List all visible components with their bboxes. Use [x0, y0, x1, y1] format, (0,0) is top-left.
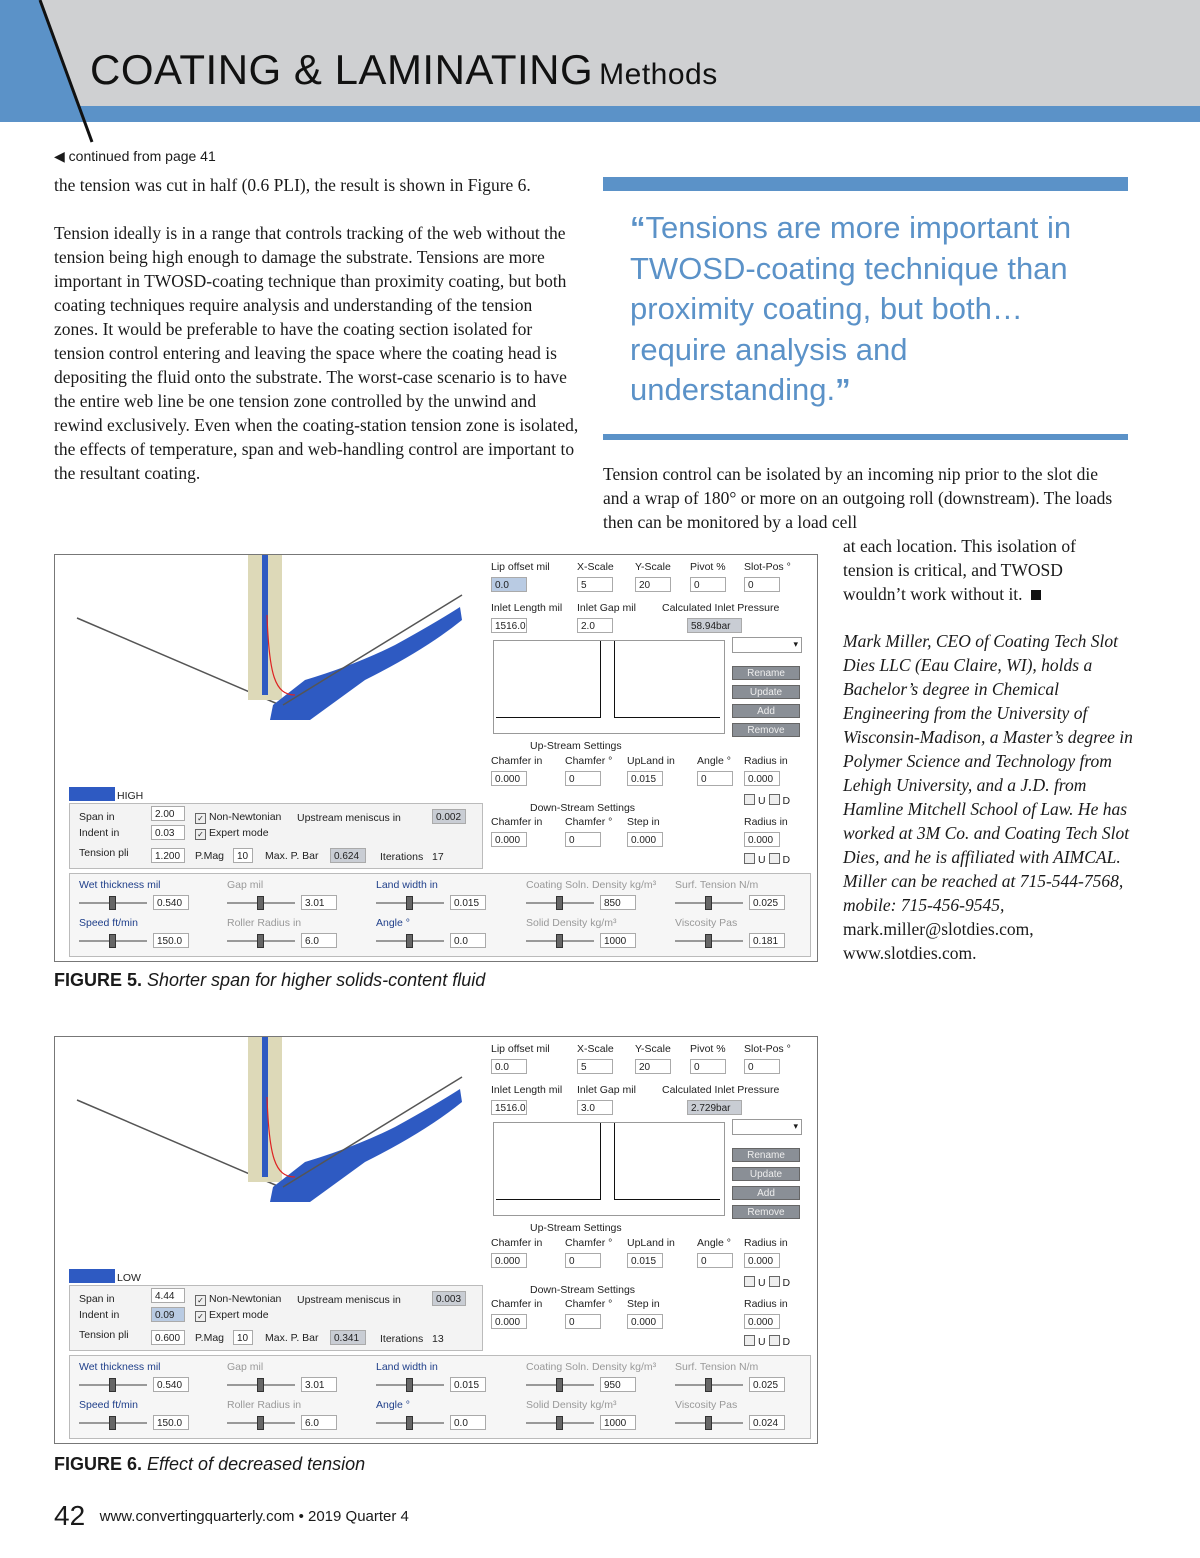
article-column-right-continued: at each location. This isolation of tension is critical, and TWOSD wouldn’t work without it. — [843, 536, 1076, 604]
pmag-input[interactable]: 10 — [233, 848, 253, 863]
downstream-settings-title: Down-Stream Settings — [530, 1284, 636, 1296]
figure-6-screenshot — [54, 1036, 818, 1444]
label-tension: Tension pli — [79, 1329, 129, 1341]
add-button[interactable]: Add — [732, 704, 800, 718]
gap-slider-thumb[interactable] — [257, 896, 264, 910]
label-inlet-gap: Inlet Gap mil — [577, 602, 636, 614]
label-iterations: Iterations — [380, 1333, 424, 1345]
gap-input[interactable]: 3.01 — [301, 1377, 337, 1392]
label-pmag: P.Mag — [195, 1332, 224, 1344]
pmag-input[interactable]: 10 — [233, 1330, 253, 1345]
remove-button[interactable]: Remove — [732, 1205, 800, 1219]
header-stripe — [0, 106, 1200, 122]
pivot-input[interactable]: 0 — [690, 1059, 726, 1074]
land-width-slider-thumb[interactable] — [406, 1378, 413, 1392]
upstream-u-d-checkboxes[interactable]: U D — [744, 1276, 790, 1289]
surf-tension-input[interactable]: 0.025 — [749, 895, 785, 910]
label-radius: Radius in — [744, 1237, 788, 1249]
label-solid-density: Solid Density kg/m³ — [526, 917, 617, 929]
author-website[interactable]: www.slotdies.com. — [843, 943, 977, 963]
land-width-input[interactable]: 0.015 — [450, 895, 486, 910]
legend-label: LOW — [117, 1272, 141, 1284]
coating-density-input[interactable]: 950 — [600, 1377, 636, 1392]
label-slot-pos: Slot-Pos ° — [744, 1043, 791, 1055]
label-y-scale: Y-Scale — [635, 1043, 671, 1055]
viscosity-input[interactable]: 0.024 — [749, 1415, 785, 1430]
angle-slider-thumb[interactable] — [406, 1416, 413, 1430]
span-input[interactable]: 2.00 — [151, 806, 185, 821]
preset-dropdown[interactable] — [732, 637, 802, 653]
label-angle: Angle ° — [376, 1399, 410, 1411]
figure-5-caption: FIGURE 5. Shorter span for higher solids-content fluid — [54, 970, 486, 990]
profile-preview — [493, 640, 725, 734]
label-upstream-meniscus: Upstream meniscus in — [297, 1294, 401, 1306]
update-button[interactable]: Update — [732, 1167, 800, 1181]
solid-density-input[interactable]: 1000 — [600, 1415, 636, 1430]
label-roller-radius: Roller Radius in — [227, 917, 302, 929]
upstream-settings-title: Up-Stream Settings — [530, 740, 622, 752]
down-radius-input[interactable]: 0.000 — [744, 1314, 780, 1329]
upstream-settings-title: Up-Stream Settings — [530, 1222, 622, 1234]
non-newtonian-checkbox[interactable]: ✓ Non-Newtonian — [195, 811, 281, 824]
label-y-scale: Y-Scale — [635, 561, 671, 573]
land-width-input[interactable]: 0.015 — [450, 1377, 486, 1392]
surf-tension-slider-thumb[interactable] — [705, 1378, 712, 1392]
up-radius-input[interactable]: 0.000 — [744, 771, 780, 786]
label-calc-pressure: Calculated Inlet Pressure — [662, 1084, 780, 1096]
pivot-input[interactable]: 0 — [690, 577, 726, 592]
inlet-gap-input[interactable]: 2.0 — [577, 618, 613, 633]
figure-5-screenshot — [54, 554, 818, 962]
up-radius-input[interactable]: 0.000 — [744, 1253, 780, 1268]
up-angle-input[interactable]: 0 — [697, 771, 733, 786]
label-indent: Indent in — [79, 1309, 120, 1321]
solid-density-input[interactable]: 1000 — [600, 933, 636, 948]
label-surf-tension: Surf. Tension N/m — [675, 879, 759, 891]
label-down-chamfer-deg: Chamfer ° — [565, 1298, 613, 1310]
label-span: Span in — [79, 811, 115, 823]
article-column-right: Tension control can be isolated by an incoming nip prior to the slot die and a wrap of 180° or more on an outgoing roll (downstream). The loads then can be monitored by a load cell — [603, 464, 1113, 532]
label-iterations: Iterations — [380, 851, 424, 863]
label-x-scale: X-Scale — [577, 1043, 614, 1055]
label-max-p-bar: Max. P. Bar — [265, 850, 319, 862]
pullquote-rule-top — [603, 177, 1128, 191]
label-surf-tension: Surf. Tension N/m — [675, 1361, 759, 1373]
angle-input[interactable]: 0.0 — [450, 933, 486, 948]
speed-input[interactable]: 150.0 — [153, 1415, 189, 1430]
label-solid-density: Solid Density kg/m³ — [526, 1399, 617, 1411]
pullquote: “Tensions are more important in TWOSD-coating technique than proximity coating, but both…require analysis and understanding.” — [630, 210, 1072, 407]
solid-density-slider-thumb[interactable] — [556, 934, 563, 948]
inlet-length-input[interactable]: 1516.0 — [491, 618, 527, 633]
label-gap: Gap mil — [227, 1361, 264, 1373]
calculated-pressure-readout: 58.94bar — [687, 618, 742, 633]
y-scale-input[interactable]: 20 — [635, 577, 671, 592]
label-upland: UpLand in — [627, 1237, 675, 1249]
expert-mode-checkbox[interactable]: ✓ Expert mode — [195, 1309, 269, 1322]
header-corner-graphic — [0, 0, 100, 145]
add-button[interactable]: Add — [732, 1186, 800, 1200]
label-wet-thickness: Wet thickness mil — [79, 1361, 161, 1373]
downstream-u-d-checkboxes[interactable]: U D — [744, 853, 790, 866]
wet-thickness-input[interactable]: 0.540 — [153, 895, 189, 910]
iterations-count: 17 — [432, 851, 444, 863]
chevron-down-icon: ▾ — [793, 639, 798, 649]
legend-label: HIGH — [117, 790, 144, 802]
rename-button[interactable]: Rename — [732, 1148, 800, 1162]
viscosity-input[interactable]: 0.181 — [749, 933, 785, 948]
label-viscosity: Viscosity Pas — [675, 917, 738, 929]
continued-note: ◀ continued from page 41 — [54, 148, 216, 164]
label-viscosity: Viscosity Pas — [675, 1399, 738, 1411]
coating-profile-plot — [55, 1037, 485, 1262]
label-lip-offset: Lip offset mil — [491, 1043, 550, 1055]
indent-input[interactable]: 0.09 — [151, 1307, 185, 1322]
label-span: Span in — [79, 1293, 115, 1305]
lip-offset-input[interactable]: 0.0 — [491, 577, 527, 592]
upstream-u-d-checkboxes[interactable]: U D — [744, 794, 790, 807]
label-tension: Tension pli — [79, 847, 129, 859]
section-title: COATING & LAMINATING Methods — [90, 46, 718, 93]
label-wet-thickness: Wet thickness mil — [79, 879, 161, 891]
x-scale-input[interactable]: 5 — [577, 577, 613, 592]
surf-tension-input[interactable]: 0.025 — [749, 1377, 785, 1392]
label-radius: Radius in — [744, 755, 788, 767]
upstream-meniscus-readout: 0.003 — [432, 1291, 466, 1306]
coating-profile-plot — [55, 555, 485, 780]
profile-preview — [493, 1122, 725, 1216]
roller-radius-slider-thumb[interactable] — [257, 1416, 264, 1430]
up-angle-input[interactable]: 0 — [697, 1253, 733, 1268]
legend-swatch — [69, 1269, 115, 1283]
up-chamfer-deg-input[interactable]: 0 — [565, 771, 601, 786]
end-mark-icon — [1031, 590, 1041, 600]
author-email[interactable]: mark.miller@slotdies.com, — [843, 919, 1034, 939]
step-input[interactable]: 0.000 — [627, 832, 663, 847]
gap-slider-thumb[interactable] — [257, 1378, 264, 1392]
rename-button[interactable]: Rename — [732, 666, 800, 680]
up-chamfer-deg-input[interactable]: 0 — [565, 1253, 601, 1268]
indent-input[interactable]: 0.03 — [151, 825, 185, 840]
upland-input[interactable]: 0.015 — [627, 1253, 663, 1268]
angle-input[interactable]: 0.0 — [450, 1415, 486, 1430]
footer-site: www.convertingquarterly.com • 2019 Quarter 4 — [99, 1507, 409, 1525]
label-inlet-length: Inlet Length mil — [491, 1084, 563, 1096]
label-pivot: Pivot % — [690, 1043, 726, 1055]
wet-thickness-slider-thumb[interactable] — [109, 1378, 116, 1392]
label-inlet-length: Inlet Length mil — [491, 602, 563, 614]
page-number: 42 — [54, 1500, 86, 1531]
label-pmag: P.Mag — [195, 850, 224, 862]
y-scale-input[interactable]: 20 — [635, 1059, 671, 1074]
expert-mode-checkbox[interactable]: ✓ Expert mode — [195, 827, 269, 840]
roller-radius-input[interactable]: 6.0 — [301, 1415, 337, 1430]
label-max-p-bar: Max. P. Bar — [265, 1332, 319, 1344]
legend-swatch — [69, 787, 115, 801]
label-down-chamfer-in: Chamfer in — [491, 816, 543, 828]
down-radius-input[interactable]: 0.000 — [744, 832, 780, 847]
label-gap: Gap mil — [227, 879, 264, 891]
max-p-bar-readout: 0.624 — [330, 848, 366, 863]
label-down-radius: Radius in — [744, 816, 788, 828]
label-chamfer-deg: Chamfer ° — [565, 1237, 613, 1249]
remove-button[interactable]: Remove — [732, 723, 800, 737]
preset-dropdown[interactable] — [732, 1119, 802, 1135]
slot-pos-input[interactable]: 0 — [744, 577, 780, 592]
label-pivot: Pivot % — [690, 561, 726, 573]
paragraph: Tension ideally is in a range that controls tracking of the web without the tension being high enough to damage the substrate. Tensions are more important in TWOSD-coating technique than proximity coating, but both coating techniques require analysis and understanding of the tension zones. It would be preferable to have the coating section isolated for tension control entering and leaving the space where the coating head is depositing the fluid onto the substrate. The worst-case scenario is to have the entire web line be one tension zone controlled by the unwind and rewind exclusively. Even when the coating-station tension zone is isolated, the effects of temperature, span and web-handling control are important to the resultant coating. — [54, 223, 579, 483]
label-down-chamfer-deg: Chamfer ° — [565, 816, 613, 828]
label-chamfer-in: Chamfer in — [491, 1237, 543, 1249]
speed-slider-thumb[interactable] — [109, 1416, 116, 1430]
paragraph: the tension was cut in half (0.6 PLI), the result is shown in Figure 6. — [54, 175, 531, 195]
downstream-settings-title: Down-Stream Settings — [530, 802, 636, 814]
viscosity-slider-thumb[interactable] — [705, 934, 712, 948]
label-down-radius: Radius in — [744, 1298, 788, 1310]
label-land-width: Land width in — [376, 879, 438, 891]
down-chamfer-in-input[interactable]: 0.000 — [491, 832, 527, 847]
label-speed: Speed ft/min — [79, 917, 138, 929]
label-step: Step in — [627, 816, 660, 828]
step-input[interactable]: 0.000 — [627, 1314, 663, 1329]
label-angle: Angle ° — [697, 1237, 731, 1249]
label-angle: Angle ° — [376, 917, 410, 929]
iterations-count: 13 — [432, 1333, 444, 1345]
angle-slider-thumb[interactable] — [406, 934, 413, 948]
max-p-bar-readout: 0.341 — [330, 1330, 366, 1345]
land-width-slider-thumb[interactable] — [406, 896, 413, 910]
tension-input[interactable]: 0.600 — [151, 1330, 185, 1345]
article-column-left — [54, 173, 579, 509]
lip-offset-input[interactable]: 0.0 — [491, 1059, 527, 1074]
label-chamfer-in: Chamfer in — [491, 755, 543, 767]
label-speed: Speed ft/min — [79, 1399, 138, 1411]
span-input[interactable]: 4.44 — [151, 1288, 185, 1303]
wet-thickness-slider-thumb[interactable] — [109, 896, 116, 910]
slot-pos-input[interactable]: 0 — [744, 1059, 780, 1074]
author-bio: Mark Miller, CEO of Coating Tech Slot Dies LLC (Eau Claire, WI), holds a Bachelor’s degree in Chemical Engineering from the University of Wisconsin-Madison, a Master’s degree in Polymer Science and Technology from Lehigh University, and a J.D. from Hamline Mitchell School of Law. He has worked at 3M Co. and Coating Tech Slot Dies, and he is affiliated with AIMCAL. Miller can be reached at 715-544-7568, mobile: 715-456-9545, mark.miller@slotdies.com, www.slotdies.com. — [843, 631, 1133, 963]
inlet-gap-input[interactable]: 3.0 — [577, 1100, 613, 1115]
page-footer — [54, 1500, 409, 1532]
upland-input[interactable]: 0.015 — [627, 771, 663, 786]
calculated-pressure-readout: 2.729bar — [687, 1100, 742, 1115]
roller-radius-slider-thumb[interactable] — [257, 934, 264, 948]
label-coating-density: Coating Soln. Density kg/m³ — [526, 1361, 657, 1373]
label-inlet-gap: Inlet Gap mil — [577, 1084, 636, 1096]
gap-input[interactable]: 3.01 — [301, 895, 337, 910]
pullquote-rule-bottom — [603, 434, 1128, 440]
downstream-u-d-checkboxes[interactable]: U D — [744, 1335, 790, 1348]
coating-density-slider-thumb[interactable] — [556, 1378, 563, 1392]
label-indent: Indent in — [79, 827, 120, 839]
roller-radius-input[interactable]: 6.0 — [301, 933, 337, 948]
up-chamfer-in-input[interactable]: 0.000 — [491, 1253, 527, 1268]
label-upland: UpLand in — [627, 755, 675, 767]
label-step: Step in — [627, 1298, 660, 1310]
x-scale-input[interactable]: 5 — [577, 1059, 613, 1074]
up-chamfer-in-input[interactable]: 0.000 — [491, 771, 527, 786]
upstream-meniscus-readout: 0.002 — [432, 809, 466, 824]
label-roller-radius: Roller Radius in — [227, 1399, 302, 1411]
non-newtonian-checkbox[interactable]: ✓ Non-Newtonian — [195, 1293, 281, 1306]
label-chamfer-deg: Chamfer ° — [565, 755, 613, 767]
surf-tension-slider-thumb[interactable] — [705, 896, 712, 910]
label-slot-pos: Slot-Pos ° — [744, 561, 791, 573]
down-chamfer-in-input[interactable]: 0.000 — [491, 1314, 527, 1329]
down-chamfer-deg-input[interactable]: 0 — [565, 832, 601, 847]
label-coating-density: Coating Soln. Density kg/m³ — [526, 879, 657, 891]
label-angle: Angle ° — [697, 755, 731, 767]
label-upstream-meniscus: Upstream meniscus in — [297, 812, 401, 824]
solid-density-slider-thumb[interactable] — [556, 1416, 563, 1430]
label-x-scale: X-Scale — [577, 561, 614, 573]
tension-input[interactable]: 1.200 — [151, 848, 185, 863]
down-chamfer-deg-input[interactable]: 0 — [565, 1314, 601, 1329]
label-land-width: Land width in — [376, 1361, 438, 1373]
wet-thickness-input[interactable]: 0.540 — [153, 1377, 189, 1392]
update-button[interactable]: Update — [732, 685, 800, 699]
figure-6-caption: FIGURE 6. Effect of decreased tension — [54, 1454, 366, 1474]
inlet-length-input[interactable]: 1516.0 — [491, 1100, 527, 1115]
speed-input[interactable]: 150.0 — [153, 933, 189, 948]
label-lip-offset: Lip offset mil — [491, 561, 550, 573]
speed-slider-thumb[interactable] — [109, 934, 116, 948]
coating-density-slider-thumb[interactable] — [556, 896, 563, 910]
chevron-down-icon: ▾ — [793, 1121, 798, 1131]
coating-density-input[interactable]: 850 — [600, 895, 636, 910]
label-calc-pressure: Calculated Inlet Pressure — [662, 602, 780, 614]
label-down-chamfer-in: Chamfer in — [491, 1298, 543, 1310]
viscosity-slider-thumb[interactable] — [705, 1416, 712, 1430]
